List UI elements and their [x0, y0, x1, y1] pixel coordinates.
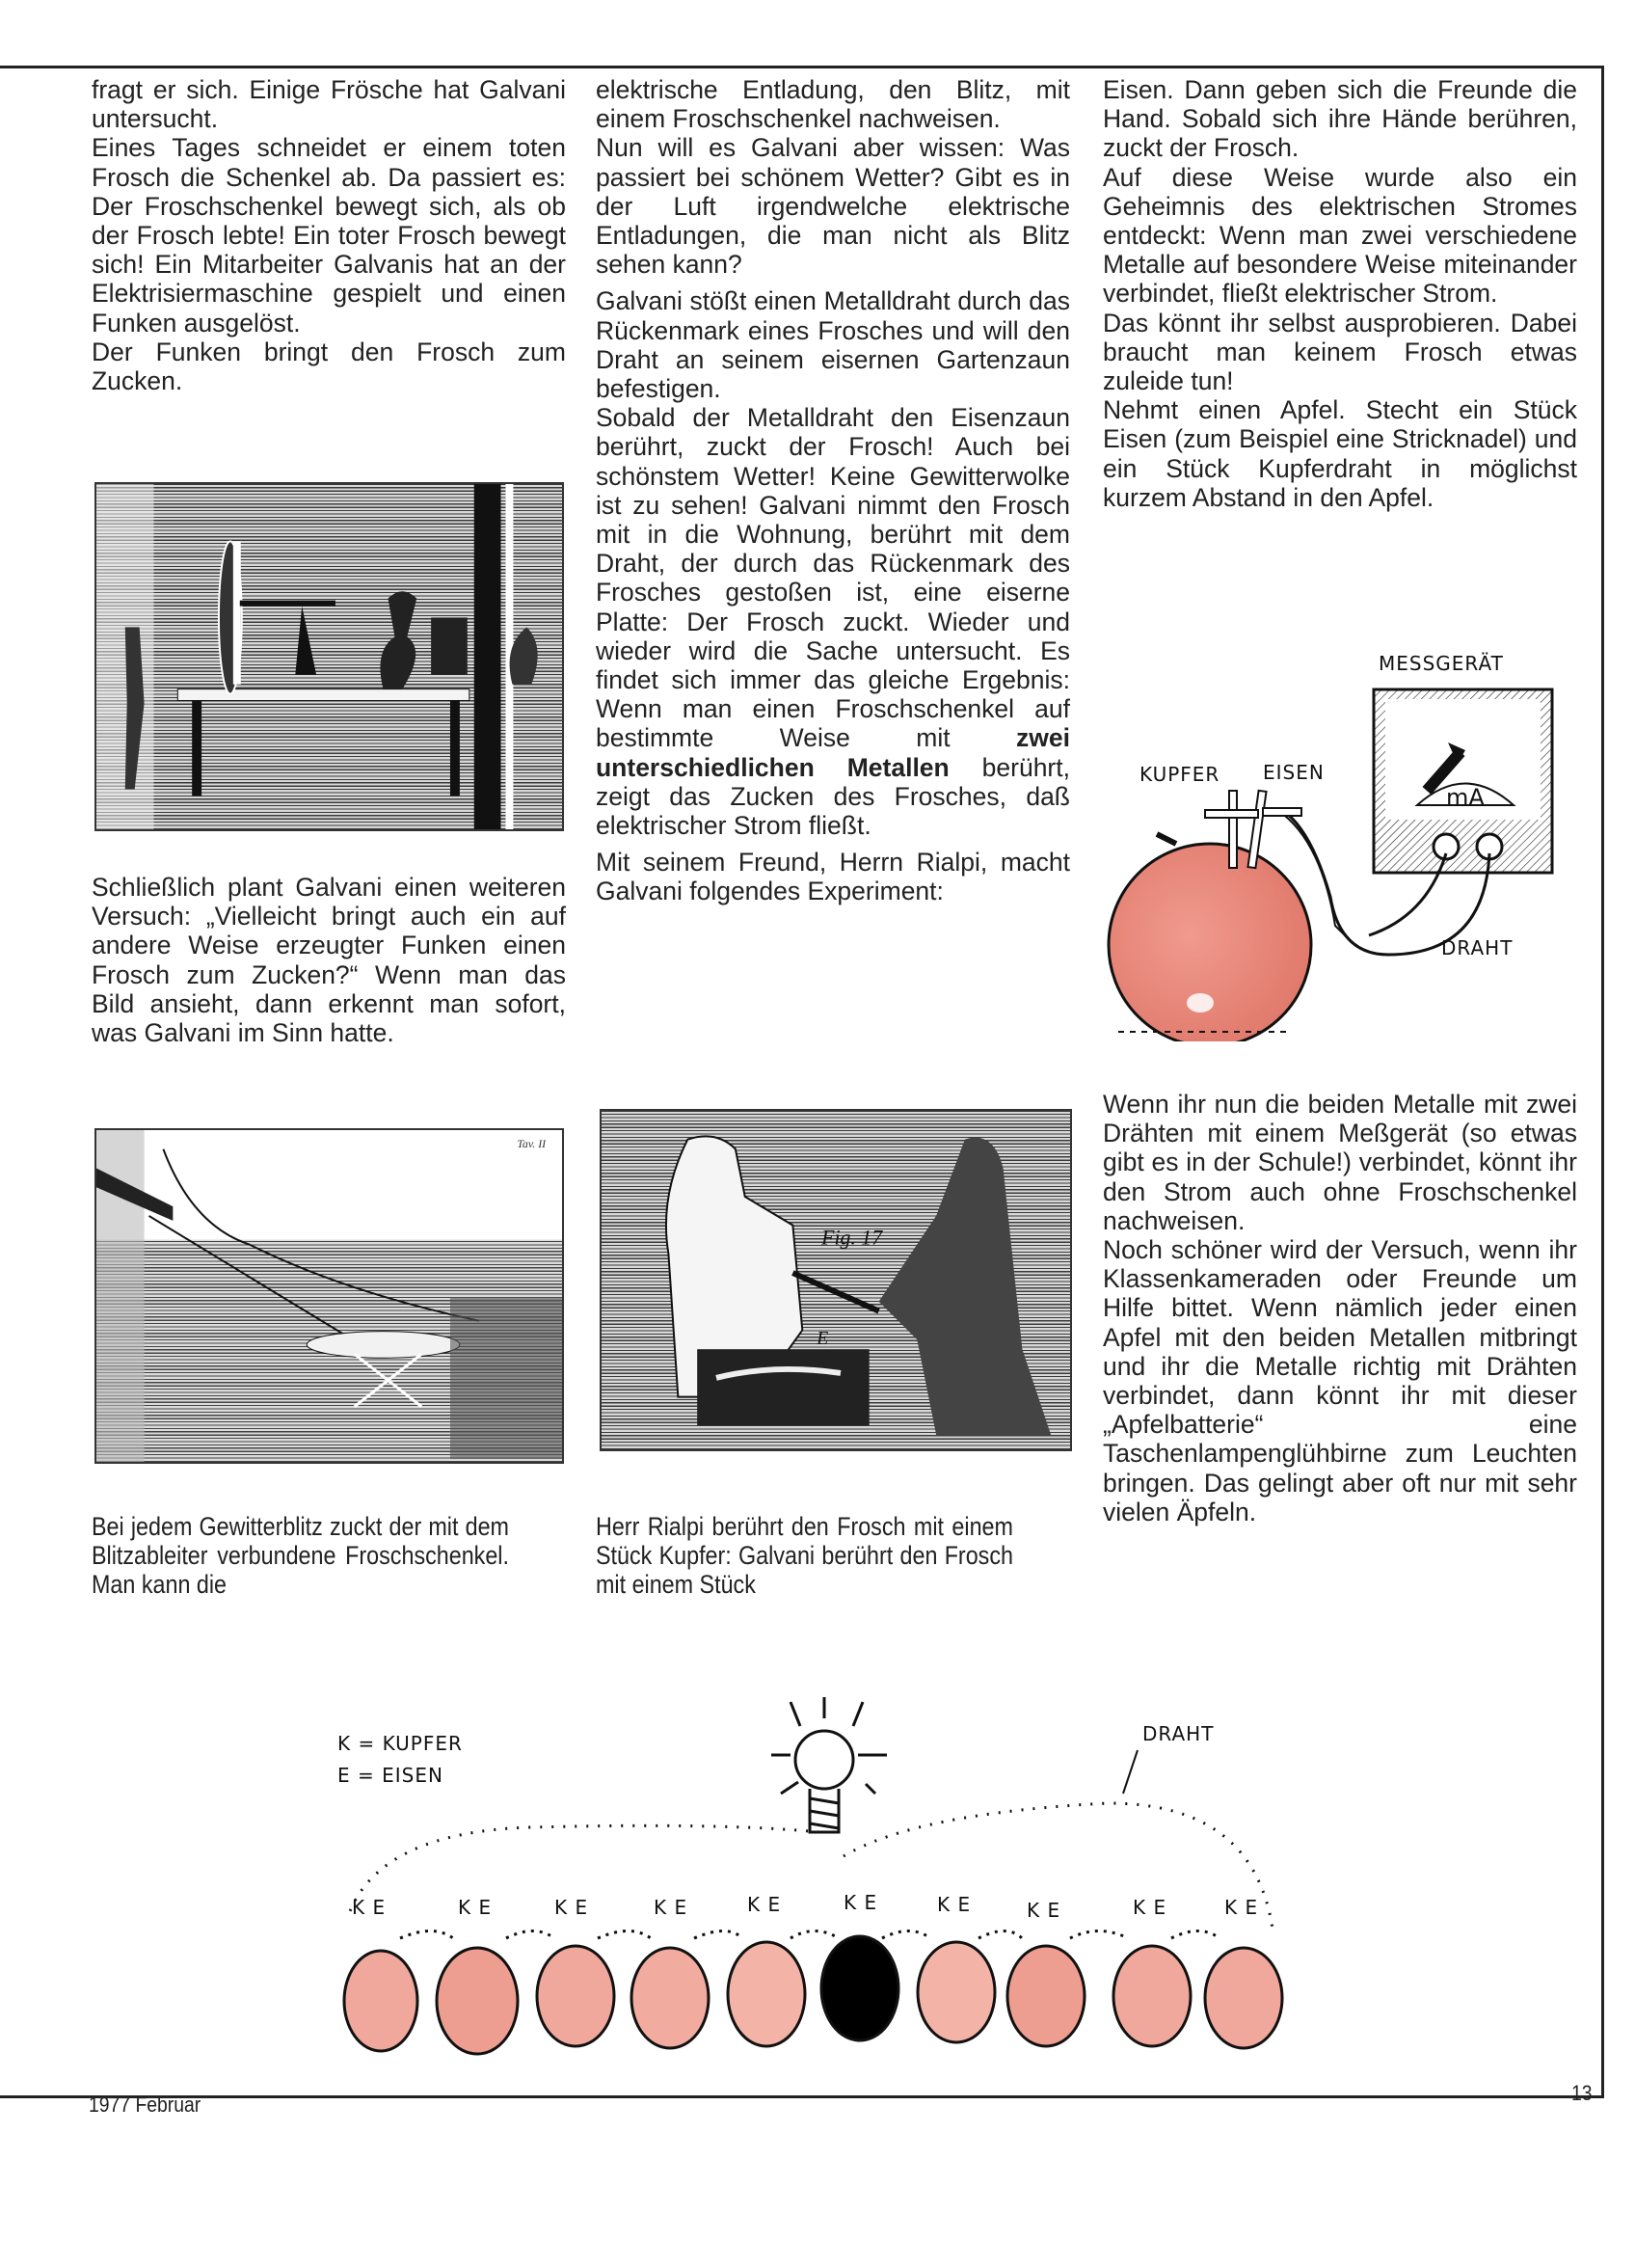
legend-copper: K = KUPFER [337, 1732, 463, 1755]
svg-text:K E: K E [458, 1896, 493, 1919]
column2-bottom-text [596, 1512, 1013, 1600]
paragraph: elektrische Entladung, den Blitz, mit einem Froschschenkel nachweisen. [596, 75, 1070, 134]
paragraph: fragt er sich. Einige Frösche hat Galvani untersucht. [92, 75, 566, 134]
engraving-corner-label: Tav. II [517, 1136, 547, 1150]
paragraph: Herr Rialpi berührt den Frosch mit einem Stück Kupfer: Galvani berührt den Frosch mit einem Stück [596, 1512, 1013, 1600]
svg-text:K E: K E [747, 1893, 782, 1916]
svg-text:K E: K E [352, 1896, 387, 1919]
paragraph: Mit seinem Freund, Herrn Rialpi, macht Galvani folgendes Experiment: [596, 848, 1070, 906]
meter-title-label: MESSGERÄT [1379, 652, 1504, 675]
footer-date: 1977 Februar [89, 2092, 201, 2117]
paragraph: Noch schöner wird der Versuch, wenn ihr Klassenkameraden oder Freunde um Hilfe bittet. Wenn nämlich jeder einen Apfel mit den beiden Metallen mitbringt und ihr die Metalle richtig mit Drähten verbindet, dann könnt ihr mit dieser „Apfelbatterie“ eine Taschenlampenglühbirne zum Leuchten bringen. Das gelingt aber oft nur mit sehr vielen Äpfeln. [1103, 1235, 1577, 1526]
paragraph: Nun will es Galvani aber wissen: Was passiert bei schönem Wetter? Gibt es in der Luft irgendwelche elektrische Entladungen, die man nicht als Blitz sehen kann? [596, 133, 1070, 280]
svg-text:K E: K E [554, 1896, 589, 1919]
page-number: 13 [1571, 2081, 1593, 2105]
meter-unit-label: mA [1446, 784, 1485, 811]
svg-text:K E: K E [1224, 1896, 1259, 1919]
paragraph: Galvani stößt einen Metalldraht durch das Rückenmark eines Frosches und will den Draht an seinem eisernen Gartenzaun befestigen. [596, 286, 1070, 404]
apple-battery-illustration [289, 1659, 1330, 2064]
column2-text [596, 75, 1070, 906]
svg-text:K E: K E [654, 1896, 688, 1919]
lab-engraving-image [94, 482, 564, 831]
apple-row [344, 1936, 1282, 2054]
battery-wire-label: DRAHT [1142, 1722, 1215, 1745]
paragraph: Wenn ihr nun die beiden Metalle mit zwei Drähten mit einem Meßgerät (so etwas gibt es in der Schule!) verbindet, könnt ihr den Strom auch ohne Froschschenkel nachweisen. [1103, 1090, 1577, 1235]
column1-top-text [92, 75, 566, 395]
wire-label: DRAHT [1441, 936, 1514, 959]
paragraph: Bei jedem Gewitterblitz zuckt der mit dem Blitzableiter verbundene Froschschenkel. Man kann die [92, 1512, 509, 1600]
paragraph: Eines Tages schneidet er einem toten Frosch die Schenkel ab. Da passiert es: Der Froschschenkel bewegt sich, als ob der Frosch lebte! Ein toter Frosch bewegt sich! Ein Mitarbeiter Galvanis hat an der Elektrisiermaschine gespielt und einen Funken ausgelöst. [92, 133, 566, 338]
light-bulb-icon [771, 1697, 887, 1832]
paragraph: Das könnt ihr selbst ausprobieren. Dabei braucht man keinem Frosch etwas zuleide tun! [1103, 308, 1577, 396]
paragraph: Schließlich plant Galvani einen weiteren Versuch: „Vielleicht bringt auch ein auf andere Weise erzeugter Funken einen Frosch zum Zucken?“ Wenn man das Bild ansieht, dann erkennt man sofort, was Galvani im Sinn hatte. [92, 873, 566, 1048]
iron-label: EISEN [1263, 761, 1325, 784]
column1-bottom-text [92, 1512, 509, 1600]
column3-bottom-text [1103, 1090, 1577, 1526]
apple-meter-illustration [1099, 636, 1581, 1041]
engraving-letter: E [817, 1328, 829, 1350]
paragraph: Der Funken bringt den Frosch zum Zucken. [92, 337, 566, 396]
svg-text:K E: K E [937, 1893, 972, 1916]
lightning-rod-engraving-image [94, 1128, 564, 1464]
column1-middle-text [92, 873, 566, 1047]
svg-text:K E: K E [1027, 1899, 1061, 1922]
svg-text:K E: K E [1133, 1896, 1167, 1919]
paragraph: Sobald der Metalldraht den Eisenzaun berührt, zuckt der Frosch! Auch bei schönstem Wetter! Keine Gewitterwolke ist zu sehen! Galvani nimmt den Frosch mit in die Wohnung, berührt mit dem Draht, der durch das Rückenmark des Frosches gestoßen ist, eine eiserne Platte: Der Frosch zuckt. Wieder und wieder wird die Sache untersucht. Es findet sich immer das gleiche Ergebnis: Wenn man einen Froschschenkel auf bestimmte Weise mit zwei unterschiedlichen Metallen berührt, zeigt das Zucken des Frosches, daß elektrischer Strom fließt. [596, 403, 1070, 841]
engraving-figure-label: Fig. 17 [821, 1226, 883, 1250]
paragraph: Eisen. Dann geben sich die Freunde die Hand. Sobald sich ihre Hände berühren, zuckt der Frosch. [1103, 75, 1577, 163]
paragraph: Auf diese Weise wurde also ein Geheimnis des elektrischen Stromes entdeckt: Wenn man zwei verschiedene Metalle auf besondere Weise miteinander verbindet, fließt elektrischer Strom. [1103, 162, 1577, 309]
copper-label: KUPFER [1139, 763, 1220, 786]
column3-top-text [1103, 75, 1577, 512]
paragraph: Nehmt einen Apfel. Stecht ein Stück Eisen (zum Beispiel eine Stricknadel) und ein Stück Kupferdraht in möglichst kurzem Abstand in den Apfel. [1103, 395, 1577, 512]
handshake-engraving-image [600, 1109, 1072, 1451]
svg-text:K E: K E [844, 1891, 878, 1914]
legend-iron: E = EISEN [337, 1764, 443, 1787]
bold-emphasis: zwei unterschiedlichen Metallen [596, 723, 1070, 782]
